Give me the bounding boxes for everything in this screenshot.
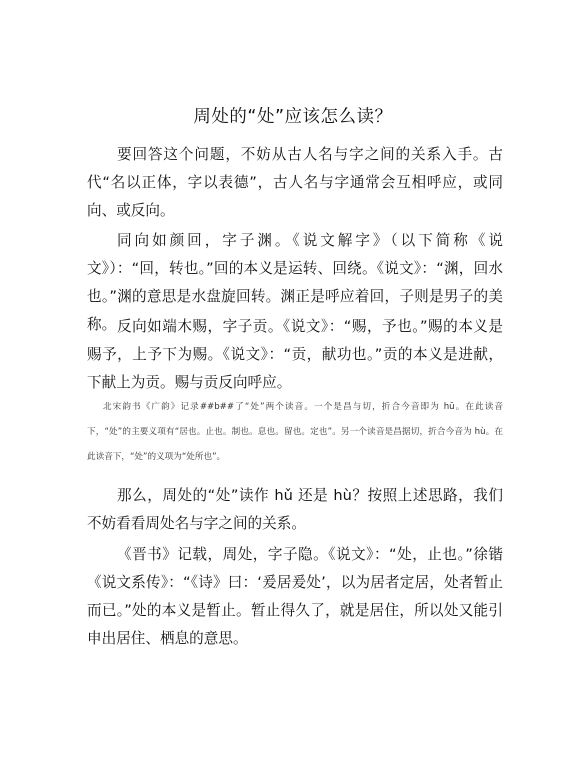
paragraph-opposite-direction: 反向如端木赐，字子贡。《说文》：“赐，予也。”赐的本义是赐予，上予下为赐。《说文》：“贡，献功也。”贡的本义是进献，下献上为贡。赐与贡反向呼应。 — [87, 318, 503, 391]
paragraph-same-direction: 同向如颜回，字子渊。《说文解字》（以下简称《说文》）：“回，转也。”回的本义是运转、回绕。《说文》：“渊，回水也。”渊的意思是水盘旋回转。渊正是呼应着回，子则是男子的美称。 — [87, 232, 503, 333]
paragraph-jinshu: 《晋书》记载，周处，字子隐。《说文》：“处，止也。”徐锴《说文系传》：“《诗》曰：‘爰居爰处’，以为居者定居，处者暂止而已。”处的本义是暂止。暂止得久了，就是居住，所以处又能引申出居住、栖息的意思。 — [87, 546, 503, 647]
page-title: 周处的“处”应该怎么读？ — [193, 107, 393, 127]
paragraph-intro: 要回答这个问题，不妨从古人名与字之间的关系入手。古代“名以正体，字以表德”，古人名与字通常会互相呼应，或同向、或反向。 — [87, 146, 503, 219]
paragraph-question: 那么，周处的“处”读作 hǔ 还是 hù？按照上述思路，我们不妨看看周处名与字之间的关系。 — [87, 487, 503, 532]
note-guangyun: 北宋韵书《广韵》记录##b##了“处”两个读音。一个是昌与切，折合今音即为 hū。在此读音下，“处”的主要义项有“居也。止也。制也。息也。留也。定也”。另一个读音是昌据切，折合今音为 hù。在此读音下，“处”的义项为“处所也”。 — [87, 402, 503, 462]
